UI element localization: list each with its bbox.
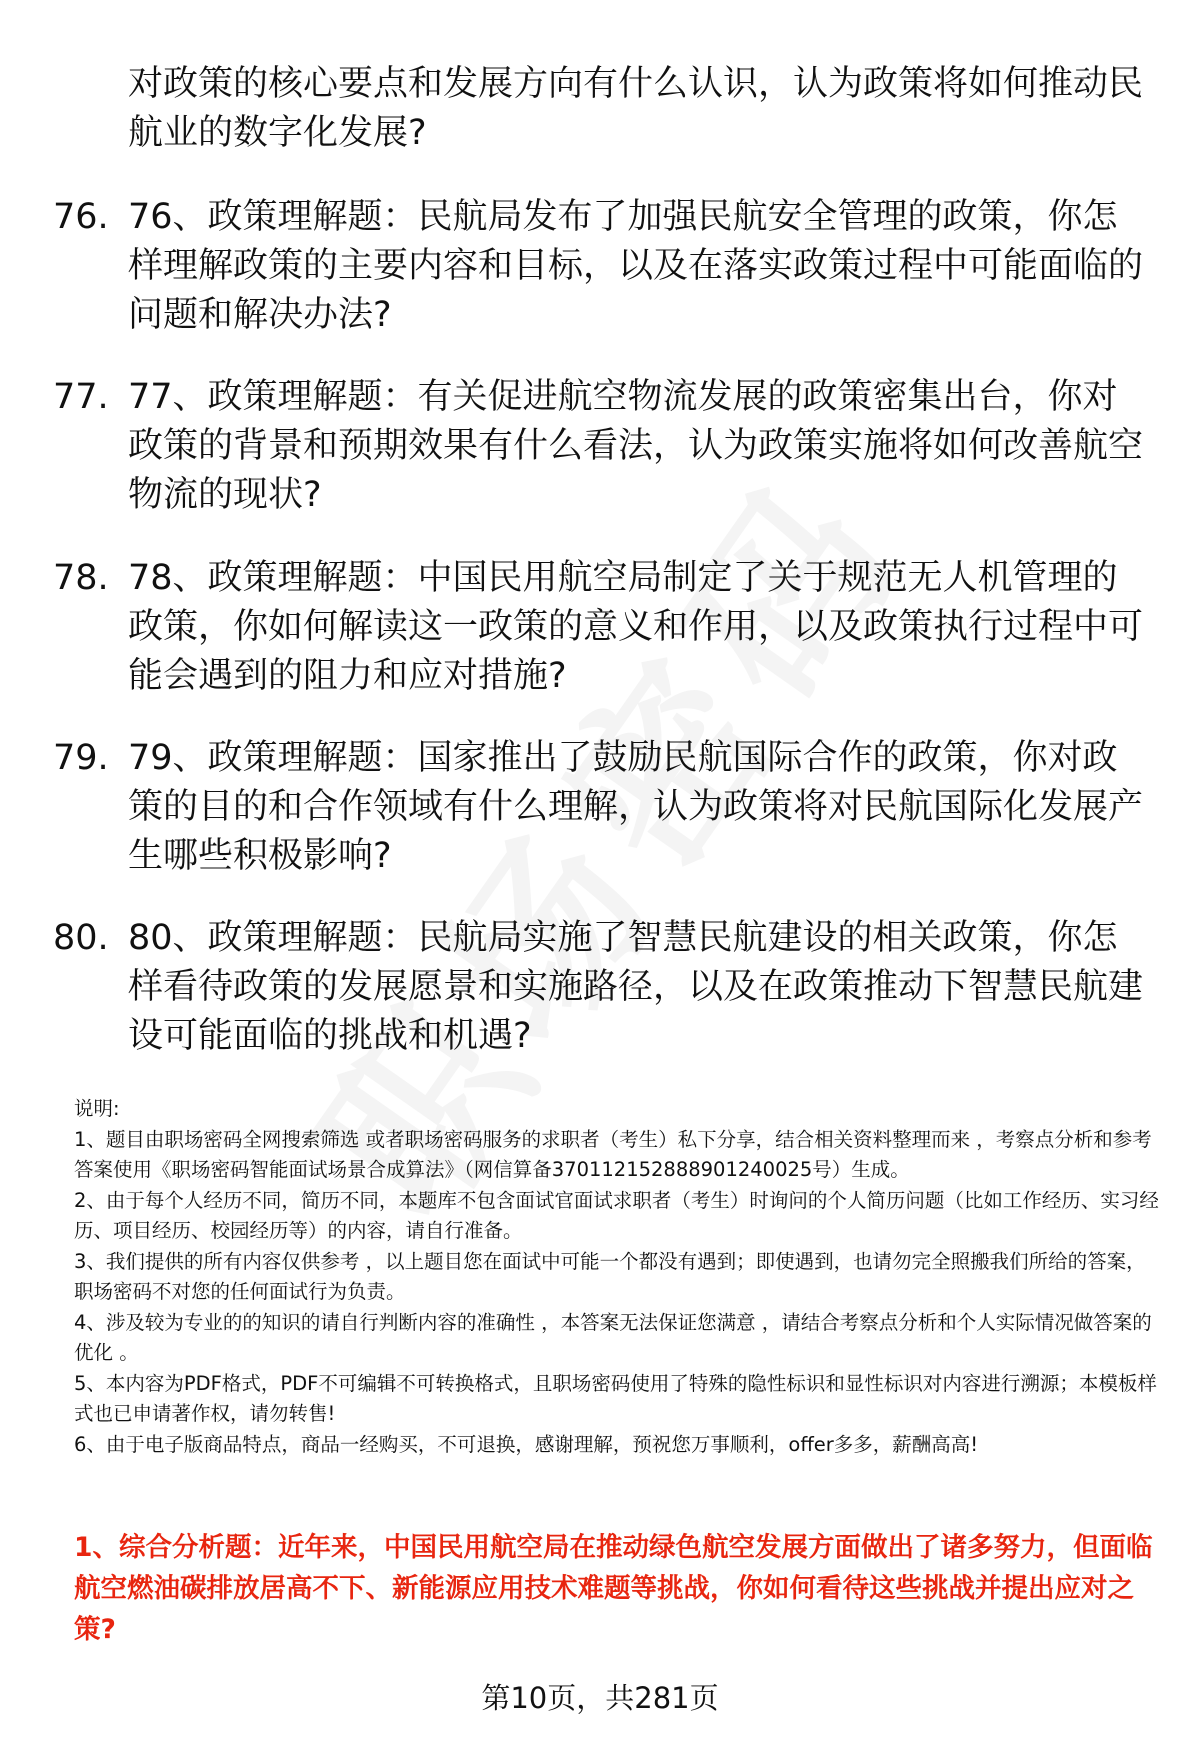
note-item: 3、我们提供的所有内容仅供参考 ，以上题目您在面试中可能一个都没有遇到；即使遇到，也请勿完全照搬我们所给的答案，职场密码不对您的任何面试行为负责。 <box>74 1249 1146 1303</box>
notes-section <box>74 1094 1164 1460</box>
note-item: 5、本内容为PDF格式，PDF不可编辑不可转换格式，且职场密码使用了特殊的隐性标识和显性标识对内容进行溯源；本模板样式也已申请著作权，请勿转售! <box>74 1371 1157 1425</box>
highlight-question: 1、综合分析题：近年来，中国民用航空局在推动绿色航空发展方面做出了诸多努力，但面临航空燃油碳排放居高不下、新能源应用技术难题等挑战，你如何看待这些挑战并提出应对之策? <box>74 1532 1153 1645</box>
note-item: 1、题目由职场密码全网搜索筛选 或者职场密码服务的求职者（考生）私下分享，结合相关资料整理而来 ，考察点分析和参考答案使用《职场密码智能面试场景合成算法》（网信算备370112152888901240025号）生成。 <box>74 1127 1152 1181</box>
question-item <box>53 193 1153 340</box>
question-item <box>53 373 1153 520</box>
question-text: 76、政策理解题：民航局发布了加强民航安全管理的政策，你怎样理解政策的主要内容和目标，以及在落实政策过程中可能面临的问题和解决办法? <box>128 197 1144 335</box>
question-text: 79、政策理解题：国家推出了鼓励民航国际合作的政策，你对政策的目的和合作领域有什么理解，认为政策将对民航国际化发展产生哪些积极影响? <box>128 738 1144 876</box>
question-item <box>53 734 1153 881</box>
question-item <box>53 554 1153 701</box>
note-item: 2、由于每个人经历不同，简历不同，本题库不包含面试官面试求职者（考生）时询问的个人简历问题（比如工作经历、实习经历、项目经历、校园经历等）的内容，请自行准备。 <box>74 1188 1159 1242</box>
question-number: 77. <box>53 377 109 417</box>
page-footer: 第10页，共281页 <box>481 1681 719 1715</box>
question-text: 77、政策理解题：有关促进航空物流发展的政策密集出台，你对政策的背景和预期效果有什么看法，认为政策实施将如何改善航空物流的现状? <box>128 377 1144 515</box>
question-text: 80、政策理解题：民航局实施了智慧民航建设的相关政策，你怎样看待政策的发展愿景和实施路径，以及在政策推动下智慧民航建设可能面临的挑战和机遇? <box>128 918 1144 1056</box>
notes-title: 说明: <box>74 1097 120 1120</box>
note-item: 6、由于电子版商品特点，商品一经购买，不可退换，感谢理解，预祝您万事顺利，offer多多，薪酬高高! <box>74 1432 979 1456</box>
question-number: 78. <box>53 558 109 598</box>
question-continuation: 对政策的核心要点和发展方向有什么认识，认为政策将如何推动民航业的数字化发展? <box>128 64 1144 153</box>
question-item <box>53 914 1153 1061</box>
question-number: 76. <box>53 197 109 237</box>
note-item: 4、涉及较为专业的的知识的请自行判断内容的准确性 ，本答案无法保证您满意 ，请结合考察点分析和个人实际情况做答案的优化 。 <box>74 1310 1152 1364</box>
question-number: 79. <box>53 738 109 778</box>
question-text: 78、政策理解题：中国民用航空局制定了关于规范无人机管理的政策，你如何解读这一政策的意义和作用，以及政策执行过程中可能会遇到的阻力和应对措施? <box>128 558 1144 696</box>
question-number: 80. <box>53 918 109 958</box>
